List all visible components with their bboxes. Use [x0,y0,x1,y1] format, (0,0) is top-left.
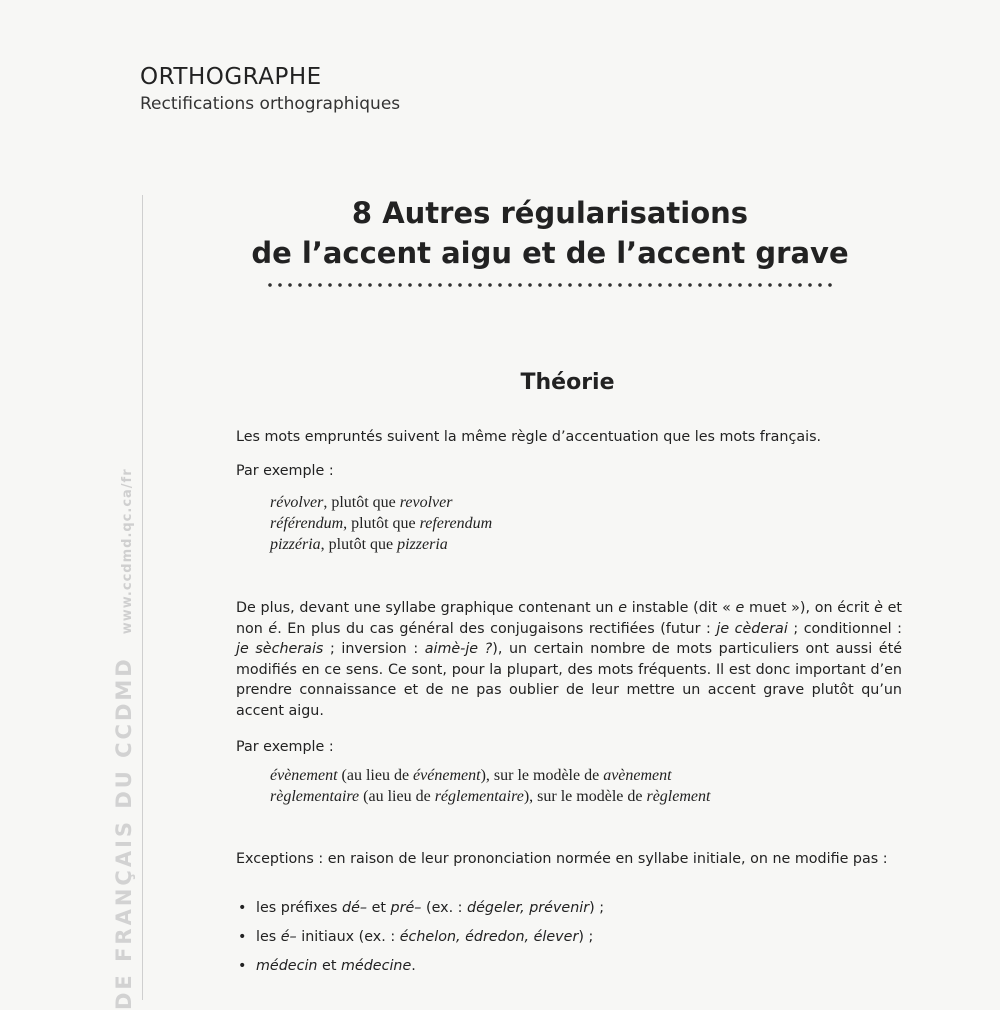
chapter-title-line2: de l’accent aigu et de l’accent grave [251,236,849,270]
exceptions-list [236,898,896,985]
side-brand: DE FRANÇAIS DU CCDMD [112,656,136,1010]
side-watermark [112,468,136,1010]
example-list-2 [270,765,710,807]
dotted-divider [265,282,835,288]
example-item: règlementaire (au lieu de réglementaire), sur le modèle de règlement [270,788,711,805]
header-subtitle: Rectifications orthographiques [140,94,401,114]
list-item: • les é– initiaux (ex. : échelon, édredon, élever) ; [236,927,896,956]
example-label-1: Par exemple : [236,463,334,479]
side-url: www.ccdmd.qc.ca/fr [120,468,135,635]
paragraph-explanation: De plus, devant une syllabe graphique contenant un e instable (dit « e muet »), on écrit è et non é. En plus du cas général des conjugaisons rectifiées (futur : je cèderai ; conditionnel : je sècherais ; inversion : aimè-je ?), un certain nombre de mots particuliers ont aussi été modifiés en ce sens. Ce sont, pour la plupart, des mots fréquents. Il est donc important d’en prendre connaissance et de ne pas oublier de leur mettre un accent grave plutôt qu’un accent aigu. [236,600,903,719]
chapter-title-line1: 8 Autres régularisations [351,196,749,230]
side-rule [142,195,143,1000]
example-list-1 [270,492,492,555]
paragraph-intro: Les mots empruntés suivent la même règle d’accentuation que les mots français. [236,429,822,445]
example-item: évènement (au lieu de événement), sur le modèle de avènement [270,767,672,784]
section-title: Théorie [520,370,615,395]
header-title: ORTHOGRAPHE [140,64,322,90]
list-item: • les préfixes dé– et pré– (ex. : dégeler, prévenir) ; [236,898,896,927]
example-item: pizzéria, plutôt que pizzeria [270,536,448,553]
example-item: révolver, plutôt que revolver [270,494,453,511]
paragraph-exceptions: Exceptions : en raison de leur prononciation normée en syllabe initiale, on ne modifie pas : [236,851,888,867]
page-header [140,62,400,116]
example-item: référendum, plutôt que referendum [270,515,493,532]
chapter-title [240,193,860,273]
list-item: • médecin et médecine. [236,956,896,985]
example-label-2: Par exemple : [236,739,334,755]
